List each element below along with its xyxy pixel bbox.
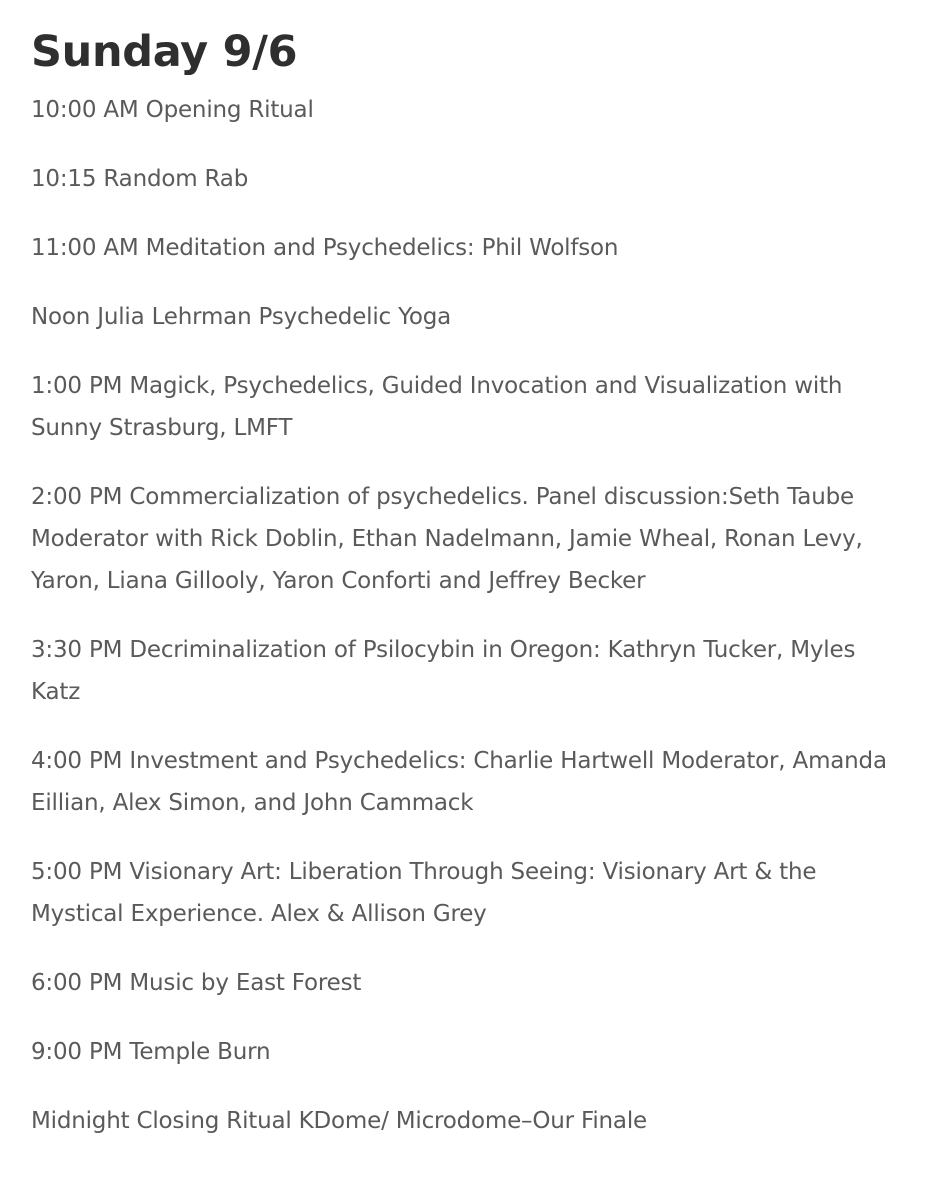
schedule-item: 4:00 PM Investment and Psychedelics: Charlie Hartwell Moderator, Amanda Eillian, Alex Simon, and John Cammack: [31, 748, 887, 816]
schedule-item: 3:30 PM Decriminalization of Psilocybin in Oregon: Kathryn Tucker, Myles Katz: [31, 637, 856, 705]
page-title: Sunday 9/6: [31, 27, 298, 77]
schedule-item: Midnight Closing Ritual KDome/ Microdome–Our Finale: [31, 1108, 647, 1134]
schedule-item: Noon Julia Lehrman Psychedelic Yoga: [31, 304, 452, 330]
schedule-item: 11:00 AM Meditation and Psychedelics: Phil Wolfson: [31, 235, 619, 261]
schedule-page: [31, 0, 911, 1169]
schedule-item: 1:00 PM Magick, Psychedelics, Guided Invocation and Visualization with Sunny Strasburg, LMFT: [31, 373, 843, 441]
schedule-item: 2:00 PM Commercialization of psychedelics. Panel discussion:Seth Taube Moderator with Rick Doblin, Ethan Nadelmann, Jamie Wheal, Ronan Levy, Yaron, Liana Gillooly, Yaron Conforti and Jeffrey Becker: [31, 484, 863, 594]
schedule-item: 6:00 PM Music by East Forest: [31, 970, 362, 996]
schedule-item: 5:00 PM Visionary Art: Liberation Through Seeing: Visionary Art & the Mystical Experience. Alex & Allison Grey: [31, 859, 817, 927]
schedule-item: 9:00 PM Temple Burn: [31, 1039, 271, 1065]
schedule-item: 10:15 Random Rab: [31, 166, 249, 192]
schedule-list: [31, 89, 911, 1142]
schedule-item: 10:00 AM Opening Ritual: [31, 97, 314, 123]
